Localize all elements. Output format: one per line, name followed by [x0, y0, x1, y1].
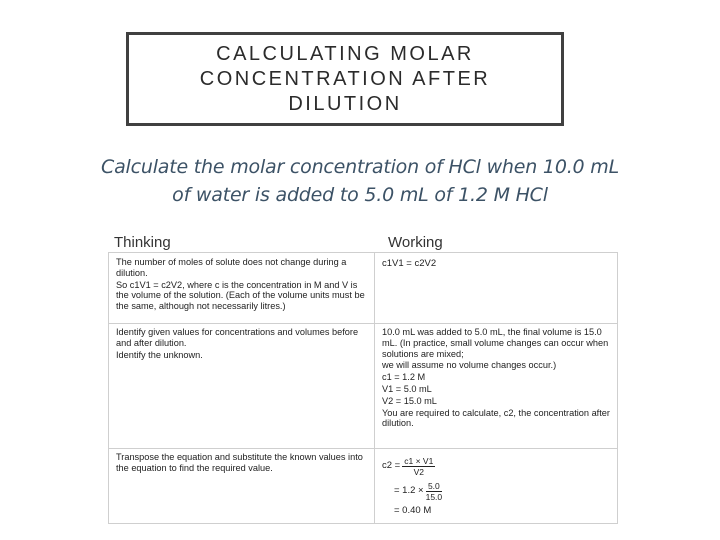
fraction-denominator: V2 [413, 467, 424, 477]
row2-working [382, 327, 612, 430]
equation-result: = 0.40 M [394, 505, 432, 516]
row1-thinking [116, 257, 368, 313]
worked-example-table [108, 252, 618, 524]
title-box [126, 32, 564, 126]
working-line: You are required to calculate, c2, the concentration after dilution. [382, 407, 610, 429]
thinking-line: The number of moles of solute does not change during a dilution. [116, 257, 347, 278]
working-line: V1 = 5.0 mL [382, 383, 432, 394]
equation-step [382, 506, 612, 517]
row1-working [382, 259, 612, 271]
equation-lhs: c2 = [382, 460, 401, 472]
equation-step [382, 456, 612, 477]
fraction [402, 456, 435, 477]
row-divider [109, 323, 617, 324]
working-line: c1V1 = c2V2 [382, 258, 437, 269]
thinking-header: Thinking [114, 234, 171, 251]
fraction-numerator: c1 × V1 [404, 456, 434, 466]
working-line: we will assume no volume changes occur.) [382, 360, 557, 371]
thinking-line: Identify given values for concentrations and volumes before and after dilution. [116, 327, 359, 348]
thinking-line: So c1V1 = c2V2, where c is the concentration in M and V is the volume of the solution. (Each of the volume units must be the same, although not necessarily litres.) [116, 279, 365, 312]
working-line: 10.0 mL was added to 5.0 mL, the final volume is 15.0 mL. (In practice, small volume changes can occur when solutions are mixed; [382, 327, 609, 359]
row2-thinking [116, 327, 368, 361]
row-divider [109, 448, 617, 449]
row3-thinking [116, 452, 368, 475]
equation-substitution: = 1.2 × [394, 485, 424, 497]
fraction [426, 481, 443, 502]
fraction-numerator: 5.0 [426, 481, 443, 492]
slide-title: CALCULATING MOLAR CONCENTRATION AFTER DILUTION [199, 42, 491, 115]
fraction-denominator: 15.0 [425, 492, 443, 502]
question-text: Calculate the molar concentration of HCl when 10.0 mL of water is added to 5.0 mL of 1.2 M HCl [101, 156, 619, 206]
thinking-line: Identify the unknown. [116, 349, 203, 360]
working-line: V2 = 15.0 mL [382, 395, 437, 406]
thinking-line: Transpose the equation and substitute the known values into the equation to find the required value. [116, 452, 363, 473]
equation-step [382, 481, 612, 502]
working-header: Working [388, 234, 443, 251]
working-line: c1 = 1.2 M [382, 372, 426, 383]
row3-working [382, 452, 612, 517]
column-divider [374, 253, 375, 523]
